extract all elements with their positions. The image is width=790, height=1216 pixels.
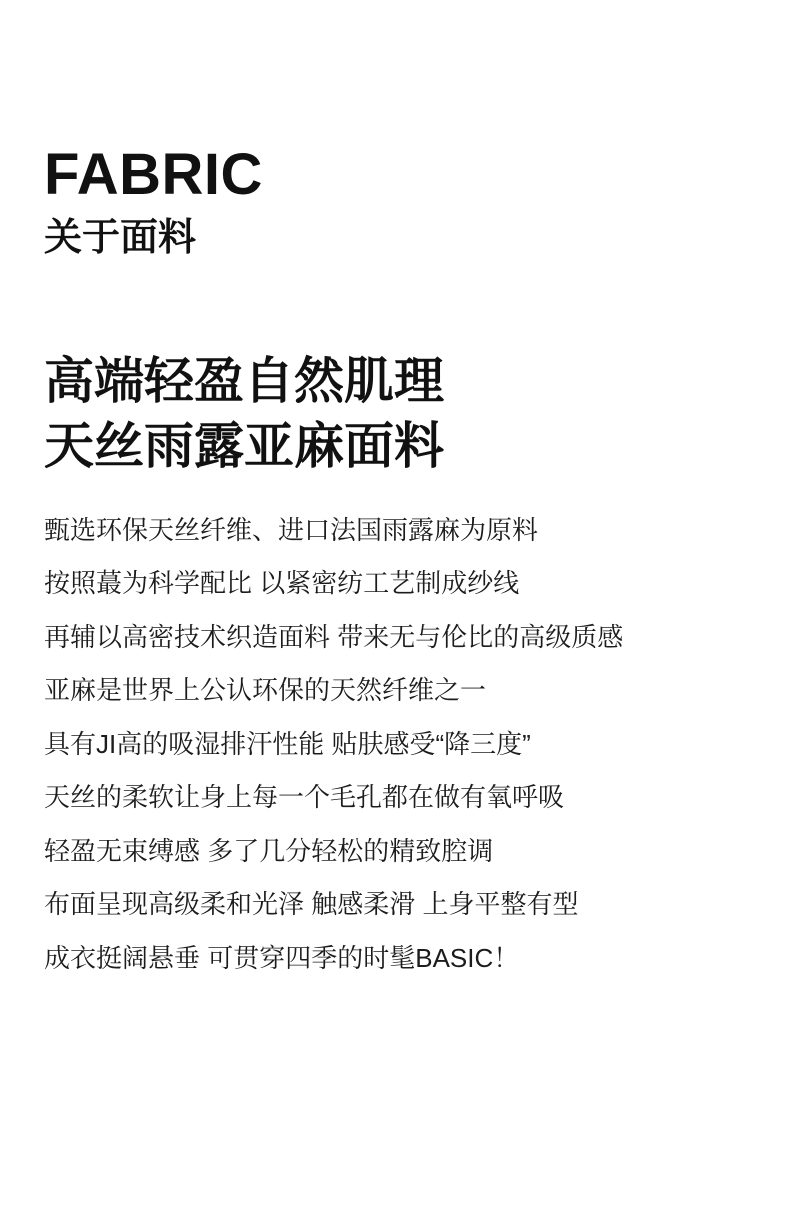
headline: [44, 349, 750, 479]
body-line: 再辅以高密技术织造面料 带来无与伦比的高级质感: [44, 621, 624, 652]
headline-line-1: 高端轻盈自然肌理: [44, 352, 444, 409]
fabric-description-page: [0, 142, 790, 1216]
section-title-cn: 关于面料: [44, 217, 197, 259]
body-line: 布面呈现高级柔和光泽 触感柔滑 上身平整有型: [44, 889, 579, 920]
body-line: 成衣挺阔悬垂 可贯穿四季的时髦BASIC！: [44, 942, 520, 973]
body-copy: [44, 504, 750, 986]
section-header: [44, 142, 750, 262]
body-line: 亚麻是世界上公认环保的天然纤维之一: [44, 675, 487, 706]
body-line: 天丝的柔软让身上每一个毛孔都在做有氧呼吸: [44, 782, 565, 813]
headline-line-2: 天丝雨露亚麻面料: [44, 417, 444, 474]
body-line: 按照蕞为科学配比 以紧密纺工艺制成纱线: [44, 568, 520, 599]
body-line: 具有JI高的吸湿排汗性能 贴肤感受“降三度”: [44, 728, 531, 759]
body-line: 轻盈无束缚感 多了几分轻松的精致腔调: [44, 835, 494, 866]
body-line: 甄选环保天丝纤维、进口法国雨露麻为原料: [44, 514, 539, 545]
section-title-en: FABRIC: [44, 142, 263, 207]
